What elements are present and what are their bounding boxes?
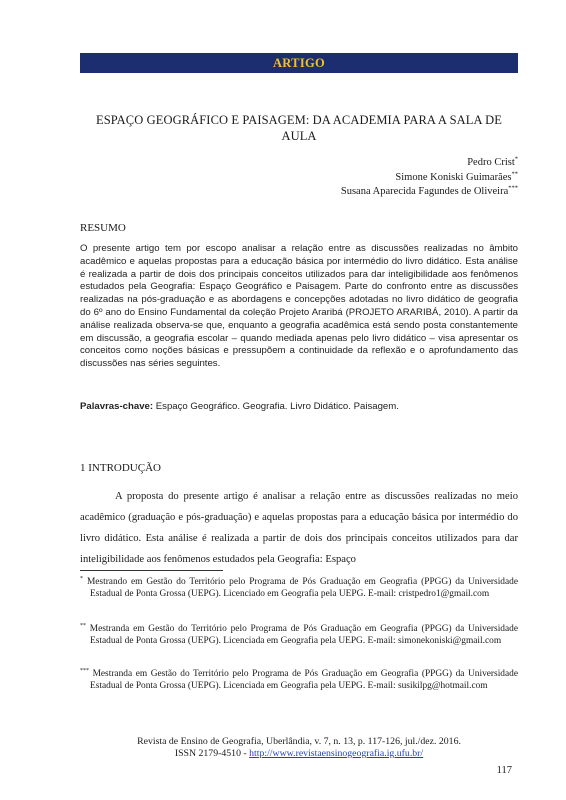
footnote-mark: * (80, 575, 83, 582)
body-paragraph: A proposta do presente artigo é analisar a relação entre as discussões realizadas no meio acadêmico (graduação e pós-graduação) e aquelas propostas para a educação básica por intermédio do livro didático. Esta análise é realizada a partir de dois dos principais conceitos utilizados para dar inteligibilidade aos fenômenos estudados pela Geografia: Espaço (80, 491, 518, 565)
footnote-text: Mestranda em Gestão do Território pelo Programa de Pós Graduação em Geografia (PPGG) da Universidade Estadual de Ponta Grossa (UEPG). Licenciada em Geografia pela UEPG. E-mail: susikilpg@hotmail.com (90, 669, 519, 691)
keywords-label: Palavras-chave: (80, 401, 154, 412)
footnote-text: Mestranda em Gestão do Território pelo Programa de Pós Graduação em Geografia (PPGG) da Universidade Estadual de Ponta Grossa (UEPG). Licenciada em Geografia pela UEPG. E-mail: simonekoniski@gmail.com (89, 624, 519, 646)
article-title: ESPAÇO GEOGRÁFICO E PAISAGEM: DA ACADEMIA PARA A SALA DE AULA (95, 113, 503, 143)
author-entry (341, 171, 518, 186)
footnote (80, 624, 518, 647)
author-name: Pedro Crist (467, 157, 515, 168)
footnote-divider (80, 570, 223, 571)
footnote (80, 577, 518, 600)
journal-issn-line (80, 748, 518, 760)
journal-footer (80, 736, 518, 760)
footnote (80, 669, 518, 692)
footnote-mark: *** (80, 667, 89, 674)
keywords (80, 401, 518, 414)
abstract-text: O presente artigo tem por escopo analisar a relação entre as discussões realizadas no âmbito acadêmico e aquelas propostas para a educação básica por intermédio do livro didático. Esta análise é realizada a partir de dois dos principais conceitos utilizados para dar inteligibilidade aos fenômenos estudados pela Geografia: Espaço Geográfico e Paisagem. Parte do confronto entre as discussões realizadas na pós-graduação e as abordagens e concepções adotadas no livro didático de geografia do 6º ano do Ensino Fundamental da coleção Projeto Araribá (PROJETO ARARIBÁ, 2010). A partir da análise realizada observa-se que, enquanto a geografia acadêmica está sendo posta constantemente em discussão, a geografia escolar – quando mediada apenas pelo livro didático – visa apresentar os conceitos como noções básicas e pressupõem a continuidade da reflexão e o aprofundamento das discussões nas séries seguintes. (80, 243, 518, 370)
footnote-mark[interactable]: ** (511, 170, 518, 177)
author-name: Susana Aparecida Fagundes de Oliveira (340, 186, 509, 197)
author-entry (341, 156, 518, 171)
author-entry (341, 185, 518, 200)
footnote-mark[interactable]: *** (508, 184, 518, 192)
author-name: Simone Koniski Guimarães (395, 171, 512, 183)
journal-citation: Revista de Ensino de Geografia, Uberlândia, v. 7, n. 13, p. 117-126, jul./dez. 2016. (137, 736, 461, 747)
footnote-mark[interactable]: * (514, 155, 518, 163)
section-label: ARTIGO (272, 56, 326, 70)
keywords-text: Espaço Geográfico. Geografia. Livro Didático. Paisagem. (153, 401, 399, 412)
section-heading: 1 INTRODUÇÃO (80, 462, 161, 474)
abstract-heading: RESUMO (80, 222, 126, 234)
footnote-text: Mestrando em Gestão do Território pelo Programa de Pós Graduação em Geografia (PPGG) da Universidade Estadual de Ponta Grossa (UEPG). Licenciado em Geografia pela UEPG. E-mail: cristpedro1@gmail.com (86, 577, 519, 599)
author-list (341, 156, 518, 200)
section-banner (80, 53, 518, 73)
issn: ISSN 2179-4510 - (174, 748, 250, 759)
page-number: 117 (496, 765, 512, 776)
journal-url-link[interactable]: http://www.revistaensinogeografia.ig.ufu.br/ (249, 748, 424, 759)
footnote-mark: ** (80, 622, 86, 629)
